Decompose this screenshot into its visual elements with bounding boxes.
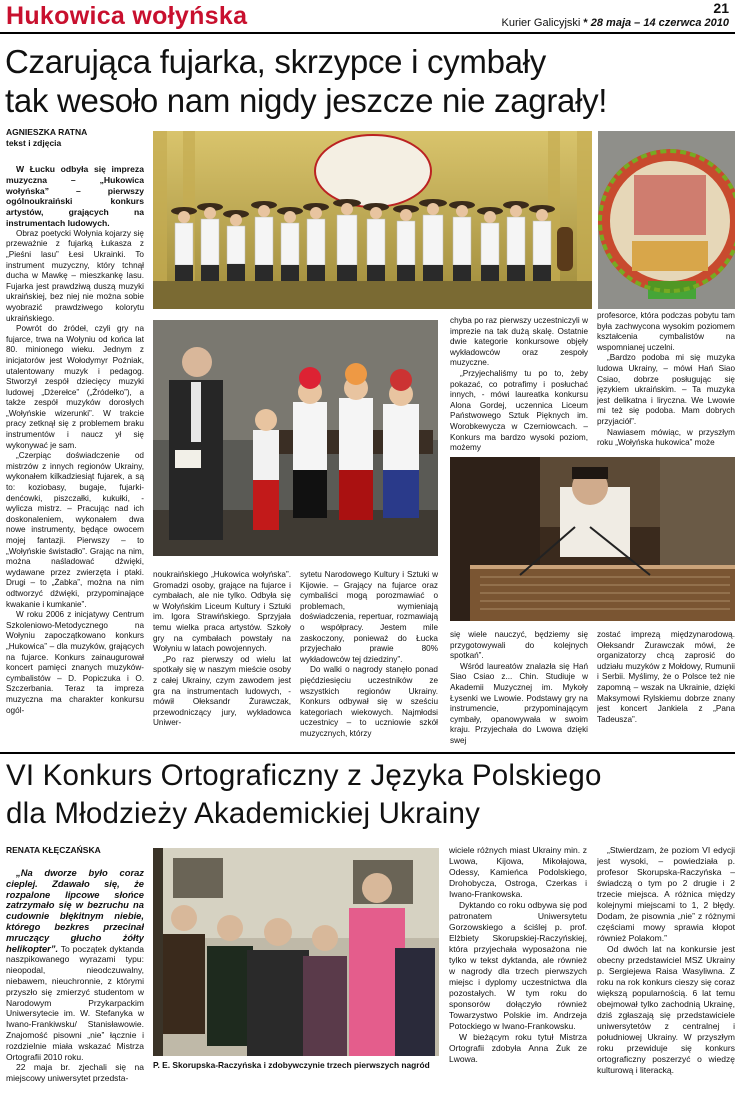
- article-divider: [0, 752, 735, 754]
- photo-decorative-plate: [598, 131, 735, 309]
- article2-headline: [6, 757, 602, 833]
- headline-line-1: VI Konkurs Ortograficzny z Języka Polskiego: [6, 759, 602, 792]
- paragraph: Wśród laureatów znalazła się Hań Siao Csiao z... Chin. Studiuje w Akademii Muzycznej im. Mykoły Łysenki we Lwowie. Podstawy gry na instrumencie, przypominającym cymbały, opanowywała w swoim kraju. Przyjechała do Lwowa dzięki swej: [450, 661, 588, 745]
- paragraph: Od dwóch lat na konkursie jest obecny przedstawiciel MSZ Ukrainy p. Sergiejewa Raisa Wasyliwna. Z roku na rok konkurs cieszy się coraz większą popularnością. 6 lat temu obejmował tylko zachodnią Ukrainę, dziś zgłaszają się przedstawiciele uniwersytetów z centralnej i południowej Ukrainy. W przyszłym roku przewiduje się konkurs ortograficzny poszerzyć o wiedzę kulturową i literacką.: [597, 944, 735, 1075]
- paragraph: „Bardzo podoba mi się muzyka ludowa Ukrainy, – mówi Hań Siao Csiao, dobrze posługując się językiem ukraińskim. – Ta muzyka jest delikatna i liryczna. We Lwowie mi też się podoba. Mam dobrych przyjaciół”.: [597, 353, 735, 426]
- paragraph: 22 maja br. zjechali się na miejscowy uniwersytet przedsta-: [6, 1062, 144, 1084]
- article1-column-3: [300, 570, 438, 748]
- photo-competition-winners: [153, 848, 439, 1056]
- article1-headline: [5, 42, 607, 120]
- photo-jury-with-children: [153, 320, 438, 556]
- article1-lead: W Łucku odbyła się impreza muzyczna – „Hukowica wołyńska” – pierwszy ogólnoukraiński konkurs artystów, grających na instrumentach ludowych.: [6, 164, 144, 228]
- author-sub: tekst i zdjęcia: [6, 138, 62, 148]
- article1-column-5-top: [597, 311, 735, 455]
- paper-dateline: [502, 17, 730, 30]
- photo-fujarka-ensemble: [153, 131, 592, 309]
- article2-column-3: [449, 845, 587, 1099]
- headline-line-2: tak wesoło nam nigdy jeszcze nie zagrały!: [5, 82, 608, 119]
- paragraph: Do walki o nagrody stanęło ponad pięćdziesięciu uczestników ze wszystkich regionów Ukrainy. Konkurs odbywał się w sześciu kategoriach wiekowych. Najmłodsi uczestnicy – to uczniowie szkół muzycznych, którzy: [300, 665, 438, 738]
- paragraph: „Przyjechaliśmy tu po to, żeby pokazać, co potrafimy i posłuchać innych, - mówi laureatka konkursu Alona Gordej, uczennica Liceum Państwowego Sztuk Pięknych im. Worobkewycza w Czerniowcach. – Konkurs ma bardzo wysoki poziom, możemy: [450, 368, 588, 453]
- issue-dates: 28 maja – 14 czerwca 2010: [590, 17, 729, 29]
- headline-line-2: dla Młodzieży Akademickiej Ukrainy: [6, 797, 481, 830]
- paragraph: Dyktando co roku odbywa się pod patronatem Uniwersytetu Gorzowskiego a ściślej p. prof. Elżbiety Skorupskiej-Raczyńskiej, która przyjechała wyposażona nie tylko w tekst dyktanda, ale również w nagrody dla trzech pierwszych miejsc i dyplomy uczestnictwa dla pozostałych. W tym roku do sponsorów dołączyło również Towarzystwo Polskie im. Andrzeja Potockiego w Iwano-Frankowsku.: [449, 900, 587, 1031]
- paragraph: chyba po raz pierwszy uczestniczyli w imprezie na tak dużą skalę. Ostatnie dwie kategorie konkursowe objęły wykładowców oraz zespoły muzyczne.: [450, 316, 588, 368]
- article2-column-4: [597, 845, 735, 1099]
- paragraph: wiciele różnych miast Ukrainy min. z Lwowa, Kijowa, Mikołajowa, Odessy, Kamieńca Podolskiego, Drohobycza, Ostroga, Czerkas i Iwano-Frankowska.: [449, 845, 587, 899]
- article2-lead-continuation: To początek dyktanda naszpikowanego wyrazami typu: nieopodal, nieodczuwalny, niebawem, nieuchronnie, z którymi przyszło się zmierzyć studentom w Narodowym Przykarpackim Uniwersytecie im. W. Stefanyka w Iwano-Frankiwsku/ Stanisławowie. Znajomość pisowni „nie” łącznie i rozdzielnie miała wskazać Mistrza Ortografii 2010 roku.: [6, 943, 144, 1062]
- paper-name: Kurier Galicyjski: [501, 17, 581, 29]
- paragraph: noukraińskiego „Hukowica wołyńska”. Gromadzi osoby, grające na fujarce i cymbałach, ale nie tylko. Odbyła się w Wołyńskim Liceum Kultury i Sztuki im. Igora Strawińskiego. Sprzyjała temu wielka praca artystów. Szkoły gry na cymbałach powstały na Wołyniu w latach powojennych.: [153, 570, 291, 654]
- paragraph: się wiele nauczyć, będziemy się przygotowywali do kolejnych spotkań”.: [450, 630, 588, 661]
- paragraph: sytetu Narodowego Kultury i Sztuki w Kijowie. – Grający na fujarce oraz cymbaliści mogą porozmawiać o problemach, wymieniają doświadczenia, repertuar, rozmawiają o współpracy. Jestem mile zaskoczony, ponieważ do Łucka przyjechało prawie 80% wykładowców tej dziedziny”.: [300, 570, 438, 664]
- section-title: Hukowica wołyńska: [6, 2, 248, 30]
- article1-column-2: [153, 570, 291, 748]
- paragraph: profesorce, która podczas pobytu tam była zachwycona wysokim poziomem kształcenia cymbalistów na wspomnianej uczelni.: [597, 311, 735, 352]
- article1-column-1: [6, 164, 144, 746]
- article1-byline: [6, 127, 87, 149]
- article1-column-4-bottom: [450, 630, 588, 746]
- article1-column-5-bottom: [597, 630, 735, 746]
- paragraph: Powrót do źródeł, czyli gry na fujarce, trwa na Wołyniu od końca lat 80. minionego wieku. Jednym z inicjatorów jest Wołodymyr Poźniak, utalentowany muzyk i pedagog. Stworzył zespół dziecięcy muzyki ludowej „Dżerełce” („Źródełko”), a także zespół muzyków dorosłych „Wołyńskie wizerunki”. W trakcie pracy zetknął się z problemem braku instrumentów i naucz ył się wykonywać je sam.: [6, 324, 144, 450]
- paragraph: Obraz poetycki Wołynia kojarzy się przeważnie z fujarką Łukasza z „Pieśni lasu” Łesi Ukrainki. To instrument muzyczny, który tchnął ducha w Mawkę – mieszkankę lasu. Fujarka jest prawdziwą duszą muzyki ukraińskiej, bez niej nie można sobie wyobrazić prawdziwego kolorytu ukraińskiego.: [6, 228, 144, 323]
- paragraph: „Stwierdzam, że poziom VI edycji jest wysoki, – powiedziała p. profesor Skorupska-Raczyńska – świadczą o tym po 2 drugie i 2 trzecie miejsca. A różnica między kolejnymi miejscami to 1, 2 błędy. Dodam, że pisownia „nie” z różnymi częściami mowy sprawia kłopot również Polakom.”: [597, 845, 735, 943]
- photo-cymbaly-player: [450, 457, 735, 621]
- article2-lead: „Na dworze było coraz cieplej. Zdawało się, że rozpalone lipcowe słońce zatrzymało się w bezruchu na cudownie błękitnym niebie, którego bezkres przecinał mruczący głucho żółty helikopter”.: [6, 868, 144, 954]
- article1-column-4-top: [450, 316, 588, 454]
- page-number: 21: [713, 0, 729, 16]
- photo-caption: P. E. Skorupska-Raczyńska i zdobywczynie trzech pierwszych nagród: [153, 1060, 430, 1070]
- headline-line-1: Czarująca fujarka, skrzypce i cymbały: [5, 43, 546, 80]
- dateline-star: *: [583, 17, 588, 29]
- author-name: AGNIESZKA RATNA: [6, 127, 88, 137]
- paragraph: Nawiasem mówiąc, w przyszłym roku „Wołyńska hukowica” może: [597, 427, 735, 448]
- article2-column-1: [6, 868, 144, 1099]
- paragraph: „Po raz pierwszy od wielu lat spotkały się w naszym mieście osoby z całej Ukrainy, czym zawodem jest gra na instrumentach ludowych, - mówił Ołeksandr Żurawczak, przewodniczący jury, wykładowca Uniwer-: [153, 654, 291, 728]
- paragraph: zostać imprezą międzynarodową. Ołeksandr Żurawczak mówi, że organizatorzy chcą zaprosić do udziału muzyków z Mołdowy, Rumunii i Serbii. Myślimy, że o Polsce też nie zapomną – wszak na Ukrainie, dzięki Maksymowi Rylskiemu dobrze znany jest koncert Jankiela z „Pana Tadeusza”.: [597, 630, 735, 724]
- article2-byline: RENATA KŁĘCZAŃSKA: [6, 845, 101, 855]
- paragraph: W roku 2006 z inicjatywy Centrum Szkoleniowo-Metodycznego na Wołyniu zapoczątkowano konkurs „Hukowica” – dla muzyków, grających na fujarce. Konkurs zainaugurował koncert pamięci znanych muzyków-cymbalistów – D. Popiczuka i O. Szczerbania. Teraz ta impreza muzyczna ma charakter konkursu ogól-: [6, 610, 144, 715]
- paragraph: W bieżącym roku tytuł Mistrza Ortografii zdobyła Anna Żuk ze Lwowa.: [449, 1032, 587, 1064]
- paragraph: „Czerpiąc doświadczenie od mistrzów z innych regionów Ukrainy, wykonałem kilkadziesiąt fujarek, a są to: koziobasy, bugaje, fujarki-denćowki, piszczałki, kukułki, - wylicza mistrz. – Pracując nad ich doskonaleniem, wykonałem dwa nowe instrumenty, będące owocem mojej fantazji. Pierwszy – to „Wołyńskie świstadło”. Grając na nim, można naśladować dźwięki, wydawane przez zwierzęta i ptaki. Drugi – to „Żabka”, można na nim odtworzyć dźwięki, przypominające kwakanie i kumkanie”.: [6, 451, 144, 609]
- header-rule: [0, 32, 735, 34]
